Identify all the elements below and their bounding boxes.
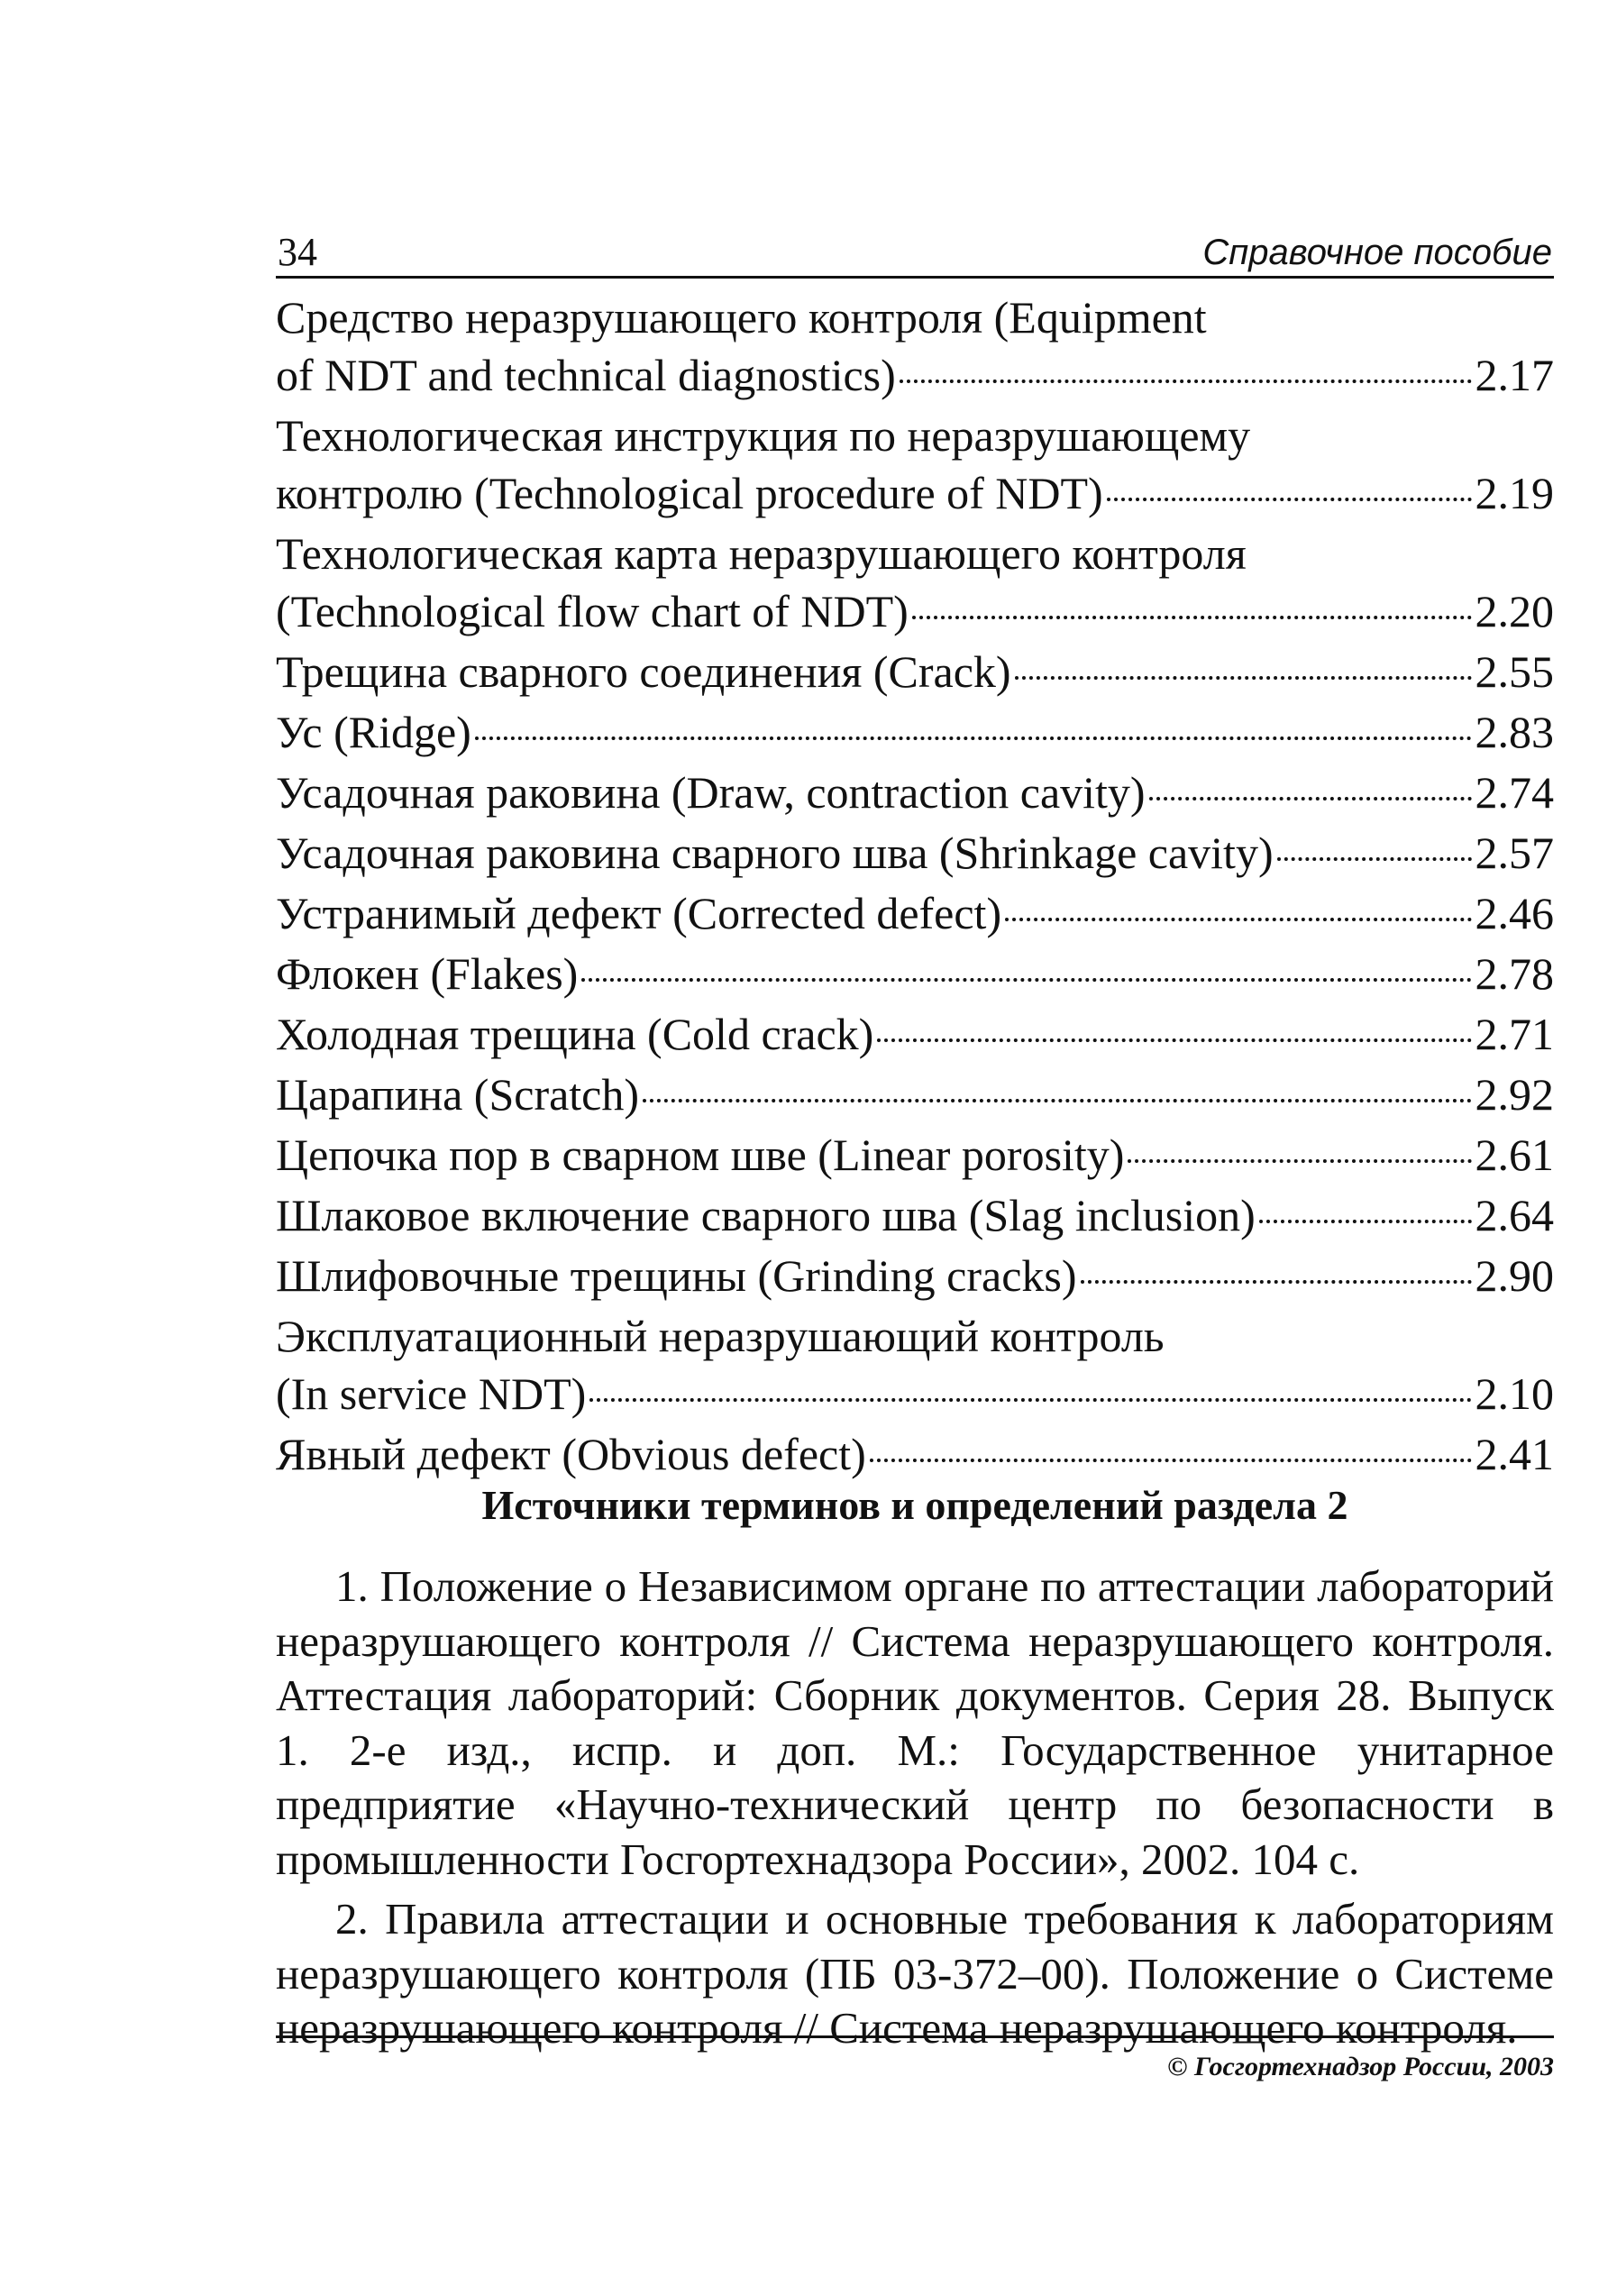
index-entry-page: 2.92 [1475,1069,1554,1120]
index-entry-page: 2.55 [1475,646,1554,697]
index-entry [276,288,1554,404]
index-entry-text: Холодная трещина (Cold crack) [276,1009,874,1059]
index-entry-page: 2.71 [1475,1009,1554,1059]
index-entry-text: Явный дефект (Obvious defect) [276,1429,866,1479]
page-header [276,224,1554,279]
index-entry-page: 2.90 [1475,1250,1554,1301]
index-entry-text: (Technological flow chart of NDT) [276,586,909,636]
index-entry-page: 2.19 [1475,468,1554,518]
index-entry-text: Трещина сварного соединения (Crack) [276,646,1011,697]
dot-leader [912,616,1472,619]
index-entry [276,643,1554,700]
index-entry-line [276,288,1554,346]
index-entry [276,1186,1554,1244]
running-title: Справочное пособие [1202,233,1552,272]
index-entry-text: Технологическая инструкция по неразрушающему [276,410,1251,461]
index-entry-page: 2.46 [1475,888,1554,938]
index-entry-text: Флокен (Flakes) [276,948,579,999]
index-entry-line [276,525,1554,582]
index-entry [276,1425,1554,1483]
index-entry-page: 2.64 [1475,1190,1554,1240]
footer-rule [276,2035,1554,2038]
dot-leader [643,1099,1471,1102]
index-entry-line [276,884,1554,942]
term-index [276,288,1554,1486]
index-entry-line [276,764,1554,821]
source-item: 2. Правила аттестации и основные требования к лабораториям неразрушающего контроля (ПБ 03-372–00). Положение о Системе неразрушающего контроля // Система неразрушающего контроля. [276,1894,1554,2053]
dot-leader [877,1038,1471,1042]
index-entry [276,884,1554,942]
index-entry-text: Устранимый дефект (Corrected defect) [276,888,1002,938]
index-entry [276,945,1554,1002]
index-entry-line [276,1365,1554,1422]
index-entry [276,1126,1554,1184]
index-entry-text: of NDT and technical diagnostics) [276,350,896,400]
index-entry-text: Царапина (Scratch) [276,1069,640,1120]
section-heading: Источники терминов и определений раздела 2 [481,1482,1348,1528]
index-entry-page: 2.78 [1475,948,1554,999]
dot-leader [1005,918,1471,921]
index-entry-text: Шлаковое включение сварного шва (Slag inclusion) [276,1190,1256,1240]
index-entry-page: 2.83 [1475,707,1554,757]
sources-list [276,1560,1554,2062]
index-entry [276,1005,1554,1063]
index-entry-line [276,1005,1554,1063]
index-entry-page: 2.10 [1475,1368,1554,1419]
index-entry [276,1247,1554,1304]
index-entry-text: Средство неразрушающего контроля (Equipment [276,292,1207,343]
index-entry-text: Шлифовочные трещины (Grinding cracks) [276,1250,1077,1301]
index-entry-line [276,1066,1554,1123]
index-entry-line [276,346,1554,404]
dot-leader [1149,797,1472,800]
index-entry-text: Ус (Ridge) [276,707,471,757]
index-entry-page: 2.61 [1475,1130,1554,1180]
index-entry-text: Технологическая карта неразрушающего контроля [276,528,1247,579]
page-number: 34 [278,230,317,274]
index-entry-page: 2.57 [1475,828,1554,878]
index-entry-line [276,703,1554,761]
dot-leader [1107,498,1472,501]
index-entry-line [276,407,1554,464]
dot-leader [1015,676,1472,680]
index-entry-text: контролю (Technological procedure of NDT) [276,468,1103,518]
index-entry [276,1307,1554,1422]
index-entry-line [276,1247,1554,1304]
dot-leader [475,736,1472,740]
index-entry-line [276,1425,1554,1483]
index-entry-text: Усадочная раковина (Draw, contraction cavity) [276,767,1146,818]
dot-leader [1259,1220,1472,1223]
index-entry [276,525,1554,640]
index-entry-line [276,824,1554,882]
index-entry-line [276,1186,1554,1244]
index-entry-text: Эксплуатационный неразрушающий контроль [276,1311,1165,1361]
dot-leader [870,1459,1472,1462]
index-entry-line [276,1126,1554,1184]
index-entry-text: (In service NDT) [276,1368,587,1419]
index-entry-page: 2.17 [1475,350,1554,400]
dot-leader [1081,1280,1472,1284]
source-item: 1. Положение о Независимом органе по аттестации лабораторий неразрушающего контроля // Система неразрушающего контроля. Аттестация лабораторий: Сборник документов. Серия 28. Выпуск 1. 2-е изд., испр. и доп. М.: Государственное унитарное предприятие «Научно-технический центр по безопасности в промышленности Госгортехнадзора России», 2002. 104 с. [276,1561,1554,1884]
index-entry-line [276,643,1554,700]
index-entry-text: Усадочная раковина сварного шва (Shrinkage cavity) [276,828,1274,878]
index-entry [276,824,1554,882]
index-entry-line [276,464,1554,522]
dot-leader [589,1398,1471,1402]
index-entry-page: 2.41 [1475,1429,1554,1479]
index-entry-text: Цепочка пор в сварном шве (Linear porosity) [276,1130,1125,1180]
dot-leader [1277,857,1472,861]
copyright-notice: © Госгортехнадзор России, 2003 [1167,2052,1554,2081]
index-entry-line [276,945,1554,1002]
index-entry [276,764,1554,821]
index-entry-page: 2.74 [1475,767,1554,818]
index-entry [276,703,1554,761]
index-entry [276,407,1554,522]
index-entry-page: 2.20 [1475,586,1554,636]
index-entry-line [276,582,1554,640]
index-entry [276,1066,1554,1123]
dot-leader [900,380,1472,383]
dot-leader [581,978,1471,982]
index-entry-line [276,1307,1554,1365]
dot-leader [1128,1159,1471,1163]
